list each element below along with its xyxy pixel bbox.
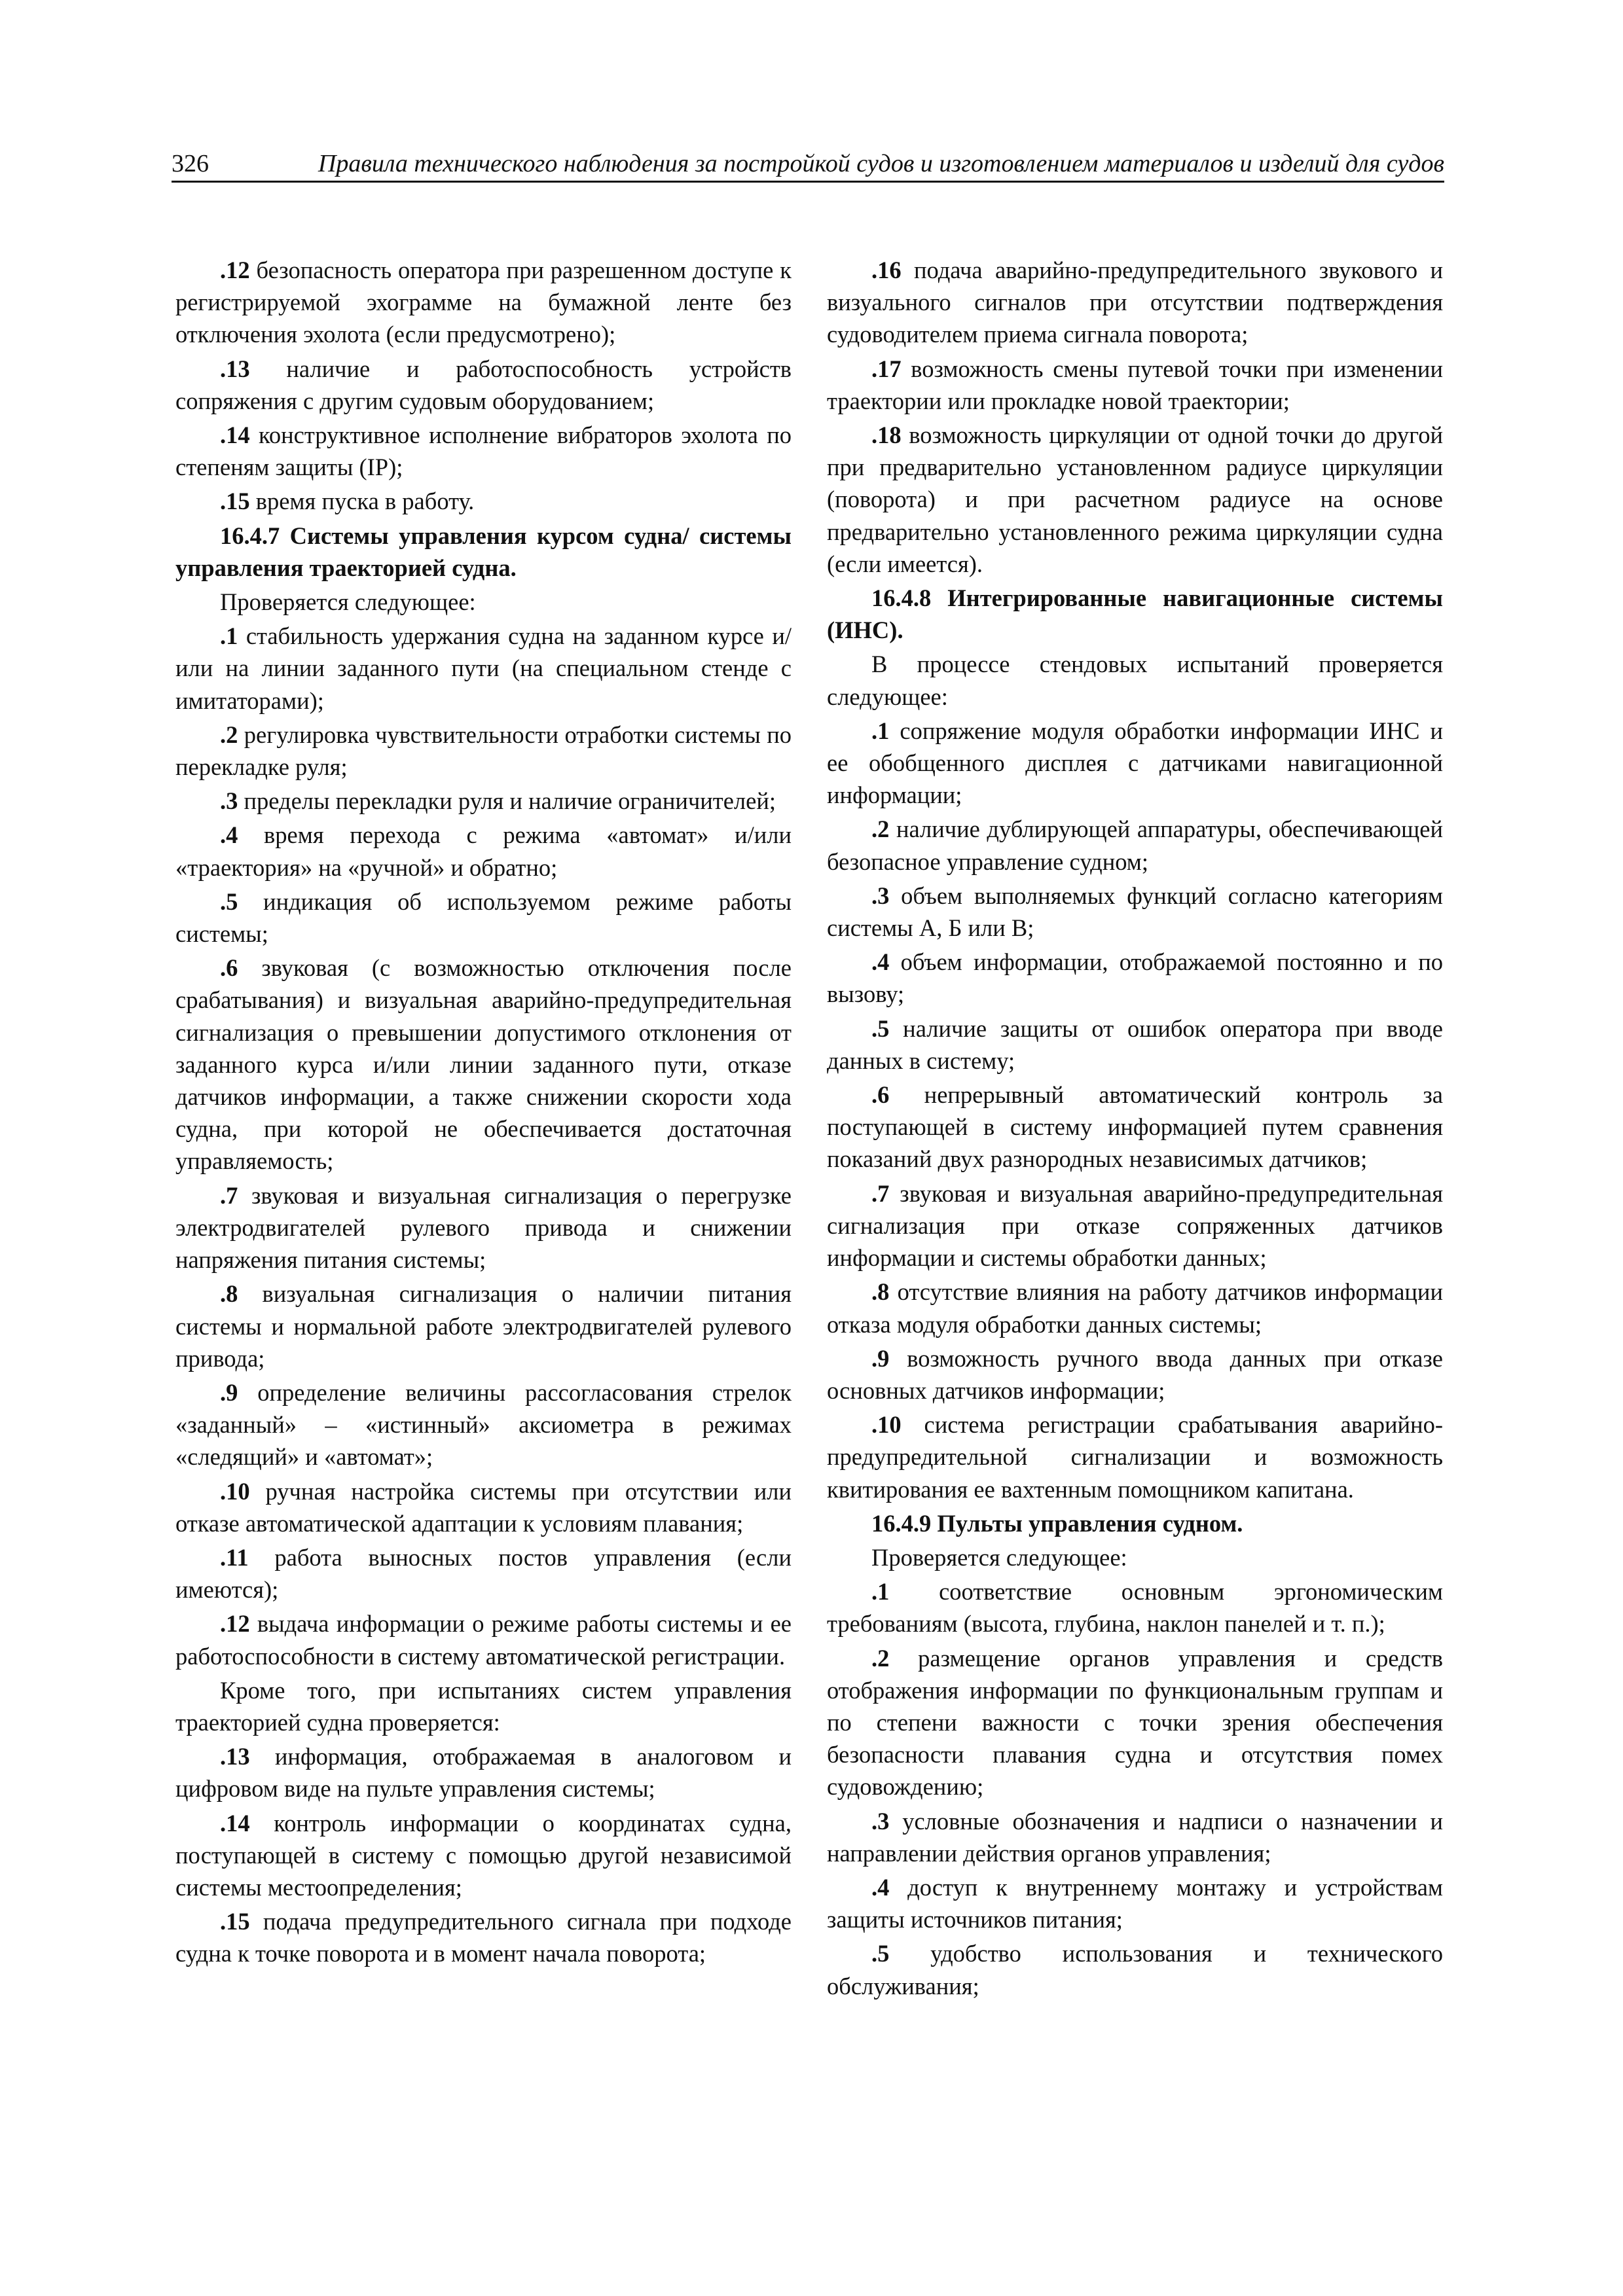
item-14-ip-protection — [175, 419, 792, 483]
item-text: доступ к внутреннему монтажу и устройствам защиты источников питания; — [827, 1873, 1443, 1933]
item-text: индикация об используемом режиме работы системы; — [175, 888, 792, 948]
list-item — [175, 1475, 792, 1539]
item-number: .14 — [220, 1809, 250, 1837]
intro-text — [827, 648, 1443, 712]
item-text: система регистрации срабатывания аварийно-предупредительной сигнализации и возможность квитирования ее вахтенным помощником капитана. — [827, 1411, 1443, 1503]
item-text: условные обозначения и надписи о назначении и направлении действия органов управления; — [827, 1807, 1443, 1867]
item-text: наличие и работоспособность устройств сопряжения с другим судовым оборудованием; — [175, 355, 792, 414]
item-text: размещение органов управления и средств отображения информации по функциональным группам и по степени важности с точки зрения обеспечения безопасности плавания судна и отсутствия помех судовождению; — [827, 1644, 1443, 1801]
item-text: сопряжение модуля обработки информации ИНС и ее обобщенного дисплея с датчиками навигационной информации; — [827, 717, 1443, 809]
list-item — [827, 715, 1443, 812]
intro-text — [175, 1674, 792, 1738]
item-text: Кроме того, при испытаниях систем управления траекторией судна проверяется: — [175, 1676, 792, 1736]
item-text: пределы перекладки руля и наличие ограничителей; — [238, 787, 776, 815]
item-text: конструктивное исполнение вибраторов эхолота по степеням защиты (IP); — [175, 422, 792, 481]
item-text: объем выполняемых функций согласно категориям системы А, Б или В; — [827, 882, 1443, 942]
item-text: отсутствие влияния на работу датчиков информации отказа модуля обработки данных системы; — [827, 1278, 1443, 1338]
right-column — [827, 254, 1443, 2004]
item-number: .8 — [871, 1278, 890, 1306]
item-number: .4 — [871, 1873, 890, 1901]
item-text: наличие дублирующей аппаратуры, обеспечивающей безопасное управление судном; — [827, 816, 1443, 875]
item-number: .12 — [220, 257, 250, 283]
item-text: визуальная сигнализация о наличии питания системы и нормальной работе электродвигателей рулевого привода; — [175, 1280, 792, 1372]
list-item — [827, 1079, 1443, 1175]
item-number: .14 — [220, 422, 250, 449]
intro-text — [175, 586, 792, 618]
item-number: .2 — [871, 1644, 890, 1672]
item-number: .5 — [220, 888, 238, 915]
item-text: стабильность удержания судна на заданном курсе и/или на линии заданного пути (на специальном стенде с имитаторами); — [175, 622, 792, 714]
item-number: .1 — [220, 622, 238, 650]
item-text: возможность ручного ввода данных при отказе основных датчиков информации; — [827, 1344, 1443, 1404]
item-text: время пуска в работу. — [249, 488, 475, 515]
item-text: подача предупредительного сигнала при подходе судна к точке поворота и в момент начала поворота; — [175, 1908, 792, 1967]
item-number: .9 — [220, 1378, 238, 1406]
list-item — [827, 1013, 1443, 1077]
item-text: непрерывный автоматический контроль за поступающей в систему информацией путем сравнения показаний двух разнородных независимых датчиков; — [827, 1081, 1443, 1173]
item-number: .18 — [871, 422, 902, 449]
list-item — [175, 719, 792, 783]
item-number: .2 — [220, 721, 238, 748]
item-15-startup-time — [175, 485, 792, 517]
list-item — [827, 1642, 1443, 1803]
item-text: объем информации, отображаемой постоянно и по вызову; — [827, 948, 1443, 1008]
section-heading: 16.4.9 Пульты управления судном. — [871, 1509, 1243, 1537]
running-title: Правила технического наблюдения за постройкой судов и изготовлением материалов и изделий для судов — [318, 150, 1444, 177]
list-item — [827, 880, 1443, 944]
item-text: информация, отображаемая в аналоговом и цифровом виде на пульте управления системы; — [175, 1743, 792, 1803]
item-text: безопасность оператора при разрешенном доступе к регистрируемой эхограмме на бумажной ленте без отключения эхолота (если предусмотрено); — [175, 257, 792, 348]
item-12-safety — [175, 254, 792, 351]
item-number: .16 — [871, 257, 902, 283]
item-number: .9 — [871, 1344, 890, 1372]
item-number: .8 — [220, 1280, 238, 1308]
item-text: ручная настройка системы при отсутствии или отказе автоматической адаптации к условиям плавания; — [175, 1477, 792, 1537]
list-item — [827, 1342, 1443, 1407]
item-13-interfaces — [175, 353, 792, 417]
section-heading: 16.4.7 Системы управления курсом судна/ системы управления траекторией судна. — [175, 522, 792, 581]
item-number: .3 — [871, 1807, 890, 1835]
item-text: удобство использования и технического обслуживания; — [827, 1940, 1443, 2000]
list-item — [827, 1805, 1443, 1869]
item-number: .15 — [220, 488, 250, 515]
section-heading-16-4-7 — [175, 520, 792, 584]
item-number: .2 — [871, 816, 890, 843]
list-item — [827, 1575, 1443, 1640]
list-item — [175, 1376, 792, 1473]
list-item — [175, 1807, 792, 1904]
list-item — [175, 1278, 792, 1374]
item-number: .1 — [871, 717, 890, 744]
left-column — [175, 254, 792, 1972]
item-number: .13 — [220, 1743, 250, 1770]
item-number: .4 — [220, 821, 238, 849]
item-text: выдача информации о режиме работы системы и ее работоспособности в систему автоматической регистрации. — [175, 1610, 792, 1670]
item-text: подача аварийно-предупредительного звукового и визуального сигналов при отсутствии подтверждения судоводителем приема сигнала поворота; — [827, 257, 1443, 348]
list-item — [827, 1937, 1443, 2001]
item-text: время перехода с режима «автомат» и/или «траектория» на «ручной» и обратно; — [175, 821, 792, 881]
item-number: .6 — [220, 954, 238, 982]
list-item — [827, 813, 1443, 877]
item-number: .13 — [220, 355, 250, 382]
section-heading: 16.4.8 Интегрированные навигационные системы (ИНС). — [827, 584, 1443, 644]
item-number: .10 — [871, 1411, 902, 1439]
item-text: звуковая и визуальная сигнализация о перегрузке электродвигателей рулевого привода и снижении напряжения питания системы; — [175, 1181, 792, 1274]
list-item — [175, 1179, 792, 1276]
item-text: Проверяется следующее: — [871, 1543, 1127, 1571]
item-number: .11 — [220, 1543, 249, 1571]
intro-text — [827, 1541, 1443, 1573]
section-heading-16-4-8 — [827, 582, 1443, 646]
item-number: .7 — [871, 1179, 890, 1207]
item-text: Проверяется следующее: — [220, 588, 476, 616]
list-item — [175, 952, 792, 1177]
item-number: .3 — [220, 787, 238, 815]
item-number: .1 — [871, 1578, 890, 1605]
item-text: регулировка чувствительности отработки системы по перекладке руля; — [175, 721, 792, 781]
page-header — [172, 147, 1444, 183]
list-item — [175, 1541, 792, 1605]
list-item — [827, 254, 1443, 351]
list-item — [827, 1276, 1443, 1340]
item-text: наличие защиты от ошибок оператора при вводе данных в систему; — [827, 1014, 1443, 1074]
section-heading-16-4-9 — [827, 1507, 1443, 1539]
item-text: звуковая и визуальная аварийно-предупредительная сигнализация при отказе сопряженных датчиков информации и системы обработки данных; — [827, 1179, 1443, 1272]
item-number: .15 — [220, 1908, 250, 1935]
item-number: .17 — [871, 355, 902, 382]
list-item — [175, 1905, 792, 1969]
item-text: определение величины рассогласования стрелок «заданный» – «истинный» аксиометра в режимах «следящий» и «автомат»; — [175, 1378, 792, 1471]
page-number: 326 — [172, 150, 209, 177]
item-number: .12 — [220, 1610, 250, 1638]
list-item — [827, 419, 1443, 580]
list-item — [175, 620, 792, 717]
item-text: возможность циркуляции от одной точки до другой при предварительно установленном радиусе циркуляции (поворота) и при расчетном радиусе на основе предварительно установленного режима циркуляции судна (если имеется). — [827, 422, 1443, 577]
item-text: возможность смены путевой точки при изменении траектории или прокладке новой траектории; — [827, 355, 1443, 414]
item-number: .4 — [871, 948, 890, 976]
item-text: В процессе стендовых испытаний проверяется следующее: — [827, 651, 1443, 710]
item-number: .10 — [220, 1477, 250, 1505]
list-item — [175, 819, 792, 883]
item-number: .5 — [871, 1940, 890, 1967]
list-item — [175, 785, 792, 817]
item-text: работа выносных постов управления (если имеются); — [175, 1543, 792, 1604]
item-number: .3 — [871, 882, 890, 909]
item-text: соответствие основным эргономическим требованиям (высота, глубина, наклон панелей и т. п.); — [827, 1578, 1443, 1638]
item-number: .7 — [220, 1181, 238, 1209]
item-text: звуковая (с возможностью отключения после срабатывания) и визуальная аварийно-предупредительная сигнализация о превышении допустимого отклонения от заданного курса и/или линии заданного пути, отказе датчиков информации, а также снижении скорости хода судна, при которой не обеспечивается достаточная управляемость; — [175, 954, 792, 1175]
list-item — [175, 886, 792, 950]
list-item — [175, 1740, 792, 1804]
list-item — [827, 1177, 1443, 1274]
list-item — [827, 353, 1443, 417]
item-number: .6 — [871, 1081, 890, 1109]
item-number: .5 — [871, 1014, 890, 1042]
list-item — [827, 1408, 1443, 1505]
list-item — [175, 1607, 792, 1672]
list-item — [827, 946, 1443, 1010]
list-item — [827, 1871, 1443, 1935]
item-text: контроль информации о координатах судна, поступающей в систему с помощью другой независимой системы местоопределения; — [175, 1809, 792, 1901]
